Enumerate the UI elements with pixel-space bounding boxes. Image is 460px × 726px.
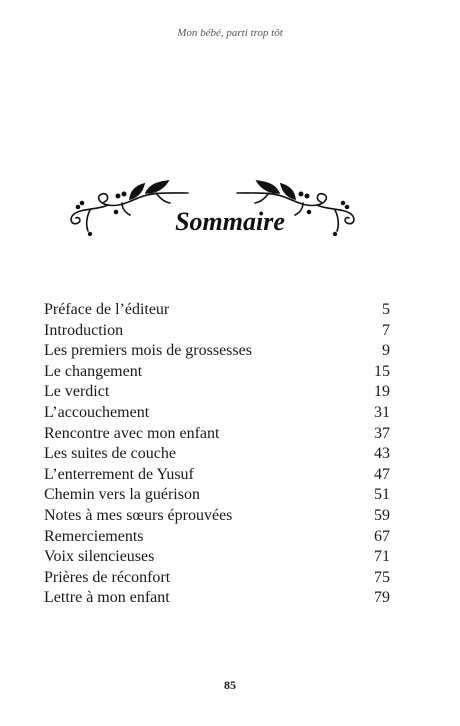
toc-entry-page: 9 — [382, 342, 390, 360]
toc-entry-page: 47 — [374, 465, 390, 483]
section-title: Sommaire — [175, 207, 285, 236]
toc-entry[interactable] — [44, 527, 390, 548]
toc-entry-title: Lettre à mon enfant — [44, 589, 170, 607]
toc-entry-title: Voix silencieuses — [44, 548, 155, 566]
toc-entry-title: Remerciements — [44, 527, 144, 545]
toc-entry-page: 67 — [374, 527, 390, 545]
toc-entry[interactable] — [44, 444, 390, 465]
toc-entry-page: 37 — [374, 424, 390, 442]
toc-entry[interactable] — [44, 382, 390, 403]
toc-entry-page: 31 — [374, 403, 390, 421]
toc-entry-title: Les premiers mois de grossesses — [44, 342, 252, 360]
toc-entry[interactable] — [44, 568, 390, 589]
toc-entry-title: Le verdict — [44, 383, 110, 401]
page-number: 85 — [224, 678, 236, 692]
toc-entry-title: Rencontre avec mon enfant — [44, 424, 220, 442]
toc-entry-title: Préface de l’éditeur — [44, 301, 170, 318]
toc-entry-page: 19 — [374, 383, 390, 401]
toc-entry-title: Introduction — [44, 321, 124, 339]
toc-entry-page: 79 — [374, 589, 390, 607]
toc-entry[interactable] — [44, 588, 390, 609]
toc-entry-page: 59 — [374, 506, 390, 524]
toc-entry-title: L’accouchement — [44, 403, 150, 421]
toc-entry-page: 51 — [374, 486, 390, 504]
toc-entry-title: Le changement — [44, 362, 143, 380]
toc-entry[interactable] — [44, 506, 390, 527]
toc-entry-page: 15 — [374, 362, 390, 380]
toc-entry[interactable] — [44, 465, 390, 486]
running-header: Mon bébé, parti trop tôt — [177, 27, 283, 39]
toc-entry-page: 43 — [374, 445, 390, 463]
toc-entry-title: L’enterrement de Yusuf — [44, 465, 194, 483]
table-of-contents — [44, 300, 390, 609]
toc-entry[interactable] — [44, 321, 390, 342]
toc-entry[interactable] — [44, 485, 390, 506]
toc-entry-page: 75 — [374, 568, 390, 586]
toc-entry[interactable] — [44, 341, 390, 362]
toc-entry-title: Prières de réconfort — [44, 568, 171, 586]
toc-entry-page: 7 — [382, 321, 390, 339]
toc-entry[interactable] — [44, 403, 390, 424]
toc-entry[interactable] — [44, 547, 390, 568]
toc-entry-title: Les suites de couche — [44, 445, 176, 463]
toc-entry[interactable] — [44, 362, 390, 383]
toc-entry[interactable] — [44, 424, 390, 445]
toc-entry[interactable] — [44, 300, 390, 321]
toc-entry-title: Chemin vers la guérison — [44, 486, 200, 504]
toc-entry-page: 71 — [374, 548, 390, 566]
toc-entry-title: Notes à mes sœurs éprouvées — [44, 506, 233, 524]
toc-entry-page: 5 — [382, 301, 390, 318]
